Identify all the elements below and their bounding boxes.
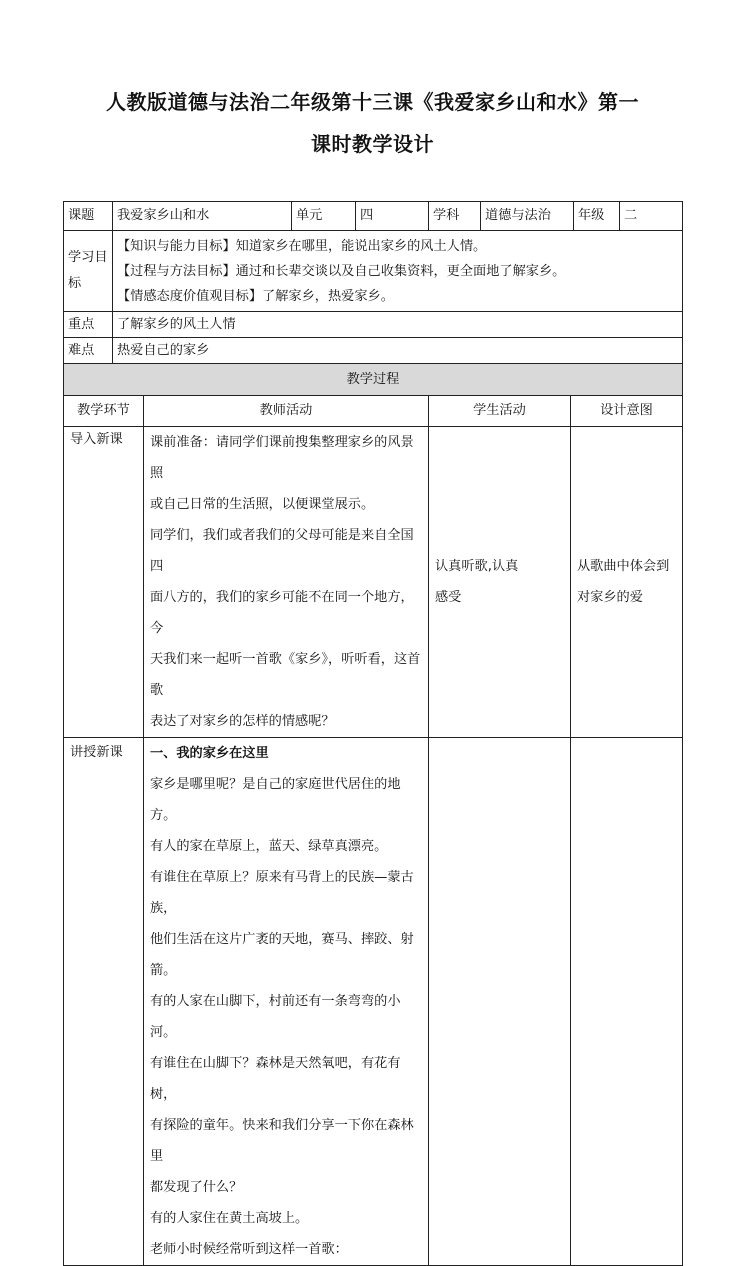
lesson-plan-table bbox=[63, 201, 683, 1266]
text-line: 天我们来一起听一首歌《家乡》，听听看，这首歌 bbox=[150, 652, 421, 698]
grade-value: 二 bbox=[620, 202, 683, 231]
text-line: 家乡是哪里呢？是自己的家庭世代居住的地方。 bbox=[150, 777, 401, 823]
subject-value: 道德与法治 bbox=[481, 202, 574, 231]
difficulty-value: 热爱自己的家乡 bbox=[113, 338, 683, 364]
goal-process: 【过程与方法目标】通过和长辈交谈以及自己收集资料，更全面地了解家乡。 bbox=[117, 263, 566, 279]
key-point-row bbox=[64, 312, 683, 338]
difficulty-row bbox=[64, 338, 683, 364]
text-line: 课前准备：请同学们课前搜集整理家乡的风景照 bbox=[150, 435, 414, 481]
process-header: 教学过程 bbox=[64, 364, 683, 396]
column-header-row bbox=[64, 396, 683, 427]
text-line: 有谁住在山脚下？森林是天然氧吧，有花有树， bbox=[150, 1056, 401, 1102]
text-line: 认真听歌,认真 bbox=[435, 559, 519, 574]
topic-label: 课题 bbox=[64, 202, 113, 231]
text-line: 有人的家在草原上，蓝天、绿草真漂亮。 bbox=[150, 839, 388, 854]
teacher-activity-intro bbox=[144, 427, 429, 738]
text-line: 同学们，我们或者我们的父母可能是来自全国四 bbox=[150, 528, 414, 574]
col-student-header: 学生活动 bbox=[429, 396, 571, 427]
text-line: 有探险的童年。快来和我们分享一下你在森林里 bbox=[150, 1118, 414, 1164]
grade-label: 年级 bbox=[574, 202, 620, 231]
text-line: 从歌曲中体会到 bbox=[577, 559, 670, 574]
goal-emotion: 【情感态度价值观目标】了解家乡，热爱家乡。 bbox=[117, 288, 394, 304]
student-activity-new-lesson bbox=[429, 738, 571, 1266]
difficulty-label: 难点 bbox=[64, 338, 113, 364]
text-line: 面八方的，我们的家乡可能不在同一个地方，今 bbox=[150, 590, 414, 636]
text-line: 有的人家住在黄土高坡上。 bbox=[150, 1211, 309, 1226]
text-line: 有的人家在山脚下，村前还有一条弯弯的小河。 bbox=[150, 994, 401, 1040]
table-row bbox=[64, 738, 683, 1266]
teacher-activity-new-lesson bbox=[144, 738, 429, 1266]
goals-content bbox=[113, 231, 683, 312]
key-point-label: 重点 bbox=[64, 312, 113, 338]
col-intent-header: 设计意图 bbox=[571, 396, 683, 427]
text-line: 感受 bbox=[435, 590, 462, 605]
design-intent-new-lesson bbox=[571, 738, 683, 1266]
goals-label: 学习目标 bbox=[64, 231, 113, 312]
table-row bbox=[64, 427, 683, 738]
text-line: 或自己日常的生活照，以便课堂展示。 bbox=[150, 497, 375, 512]
document-title-line1: 人教版道德与法治二年级第十三课《我爱家乡山和水》第一 bbox=[106, 90, 639, 114]
text-line: 有谁住在草原上？原来有马背上的民族—蒙古族， bbox=[150, 870, 414, 916]
info-row bbox=[64, 202, 683, 231]
design-intent-intro bbox=[571, 427, 683, 738]
stage-intro: 导入新课 bbox=[64, 427, 144, 738]
student-activity-intro bbox=[429, 427, 571, 738]
col-stage-header: 教学环节 bbox=[64, 396, 144, 427]
topic-value: 我爱家乡山和水 bbox=[113, 202, 292, 231]
text-line: 他们生活在这片广袤的天地，赛马、摔跤、射箭。 bbox=[150, 932, 414, 978]
document-title-line2: 课时教学设计 bbox=[311, 132, 434, 156]
text-line: 表达了对家乡的怎样的情感呢？ bbox=[150, 714, 335, 729]
col-teacher-header: 教师活动 bbox=[144, 396, 429, 427]
stage-new-lesson: 讲授新课 bbox=[64, 738, 144, 1266]
unit-value: 四 bbox=[356, 202, 429, 231]
goal-knowledge: 【知识与能力目标】知道家乡在哪里，能说出家乡的风土人情。 bbox=[117, 238, 487, 254]
text-line: 都发现了什么？ bbox=[150, 1180, 243, 1195]
subject-label: 学科 bbox=[429, 202, 481, 231]
unit-label: 单元 bbox=[292, 202, 356, 231]
process-header-row bbox=[64, 364, 683, 396]
goals-row bbox=[64, 231, 683, 312]
text-line: 老师小时候经常听到这样一首歌： bbox=[150, 1242, 348, 1257]
text-line: 对家乡的爱 bbox=[577, 590, 643, 605]
section-heading: 一、我的家乡在这里 bbox=[150, 746, 269, 761]
key-point-value: 了解家乡的风土人情 bbox=[113, 312, 683, 338]
